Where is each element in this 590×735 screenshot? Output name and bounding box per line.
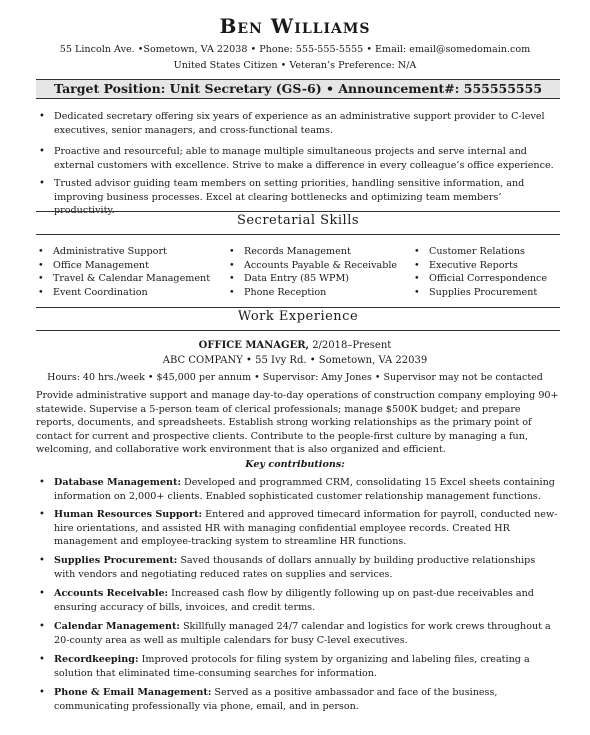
contact-line-1: 55 Lincoln Ave. •Sometown, VA 22038 • Phone: 555-555-5555 • Email: email@somedomain.com: [59, 44, 531, 55]
contribution-item: • Supplies Procurement: Saved thousands of dollars annually by building productive relationships with vendors and negotiating reduced rates on supplies and services.: [54, 554, 559, 581]
skills-column-2: [227, 245, 397, 299]
skill-item: • Phone Reception: [227, 286, 397, 300]
skill-item: • Event Coordination: [36, 286, 210, 300]
job-details: Hours: 40 hrs./week • $45,000 per annum • Supervisor: Amy Jones • Supervisor may not be contacted: [47, 372, 543, 383]
skills-column-3: [412, 245, 547, 299]
divider: [36, 330, 560, 331]
skills-column-1: [36, 245, 210, 299]
key-contributions-label: Key contributions:: [245, 459, 345, 470]
skill-item: • Official Correspondence: [412, 272, 547, 286]
contribution-item: • Database Management: Developed and programmed CRM, consolidating 15 Excel sheets containing information on 2,000+ clients. Enabled sophisticated customer relationship management functions.: [54, 476, 559, 503]
company-line: ABC COMPANY • 55 Ivy Rd. • Sometown, VA 22039: [162, 355, 428, 366]
skill-item: • Supplies Procurement: [412, 286, 547, 300]
candidate-name: Ben Williams: [219, 14, 371, 38]
skill-item: • Executive Reports: [412, 259, 547, 273]
skill-item: • Administrative Support: [36, 245, 210, 259]
job-title-line: [0, 338, 590, 353]
skill-item: • Customer Relations: [412, 245, 547, 259]
skill-item: • Records Management: [227, 245, 397, 259]
contribution-item: • Human Resources Support: Entered and approved timecard information for payroll, conducted new-hire orientations, and assisted HR with managing confidential employee records. Created HR management and employee-tracking system to streamline HR functions.: [54, 508, 559, 549]
skills-heading: Secretarial Skills: [236, 213, 360, 228]
target-position-heading: Target Position: Unit Secretary (GS-6) • Announcement#: 555555555: [36, 79, 560, 99]
job-dates: 2/2018–Present: [309, 340, 392, 351]
skill-item: • Travel & Calendar Management: [36, 272, 210, 286]
contribution-item: • Calendar Management: Skillfully managed 24/7 calendar and logistics for work crews throughout a 20-county area as well as multiple calendars for busy C-level executives.: [54, 620, 559, 647]
job-summary: Provide administrative support and manage day-to-day operations of construction company employing 90+ statewide. Supervise a 5-person team of clerical professionals; manage $500K budget; and prepare reports, documents, and spreadsheets. Establish strong working relationships as the primary point of contact for current and prospective clients. Contribute to the people-first culture by managing a fun, welcoming, and collaborative work environment that is also organized and efficient.: [36, 390, 559, 456]
contact-line-2: United States Citizen • Veteran’s Preference: N/A: [173, 60, 417, 71]
skill-item: • Accounts Payable & Receivable: [227, 259, 397, 273]
divider: [36, 234, 560, 235]
contribution-item: • Recordkeeping: Improved protocols for filing system by organizing and labeling files, creating a solution that eliminated time-consuming searches for information.: [54, 653, 559, 680]
contribution-item: • Phone & Email Management: Served as a positive ambassador and face of the business, communicating professionally via phone, email, and in person.: [54, 686, 559, 713]
summary-bullet-2: • Proactive and resourceful; able to manage multiple simultaneous projects and serve internal and external customers with excellence. Strive to make a difference in every colleague’s office experience.: [54, 145, 559, 172]
skill-item: • Data Entry (85 WPM): [227, 272, 397, 286]
work-experience-heading: Work Experience: [237, 309, 359, 324]
summary-bullet-1: • Dedicated secretary offering six years of experience as an administrative support provider to C-level executives, senior managers, and cross-functional teams.: [54, 110, 559, 137]
job-title: OFFICE MANAGER,: [198, 340, 310, 351]
summary-bullet-3: • Trusted advisor guiding team members on setting priorities, handling sensitive information, and improving business processes. Excel at clearing bottlenecks and optimizing team members’ productivity.: [54, 177, 559, 218]
skill-item: • Office Management: [36, 259, 210, 273]
contribution-item: • Accounts Receivable: Increased cash flow by diligently following up on past-due receivables and ensuring accuracy of bills, invoices, and credit terms.: [54, 587, 559, 614]
